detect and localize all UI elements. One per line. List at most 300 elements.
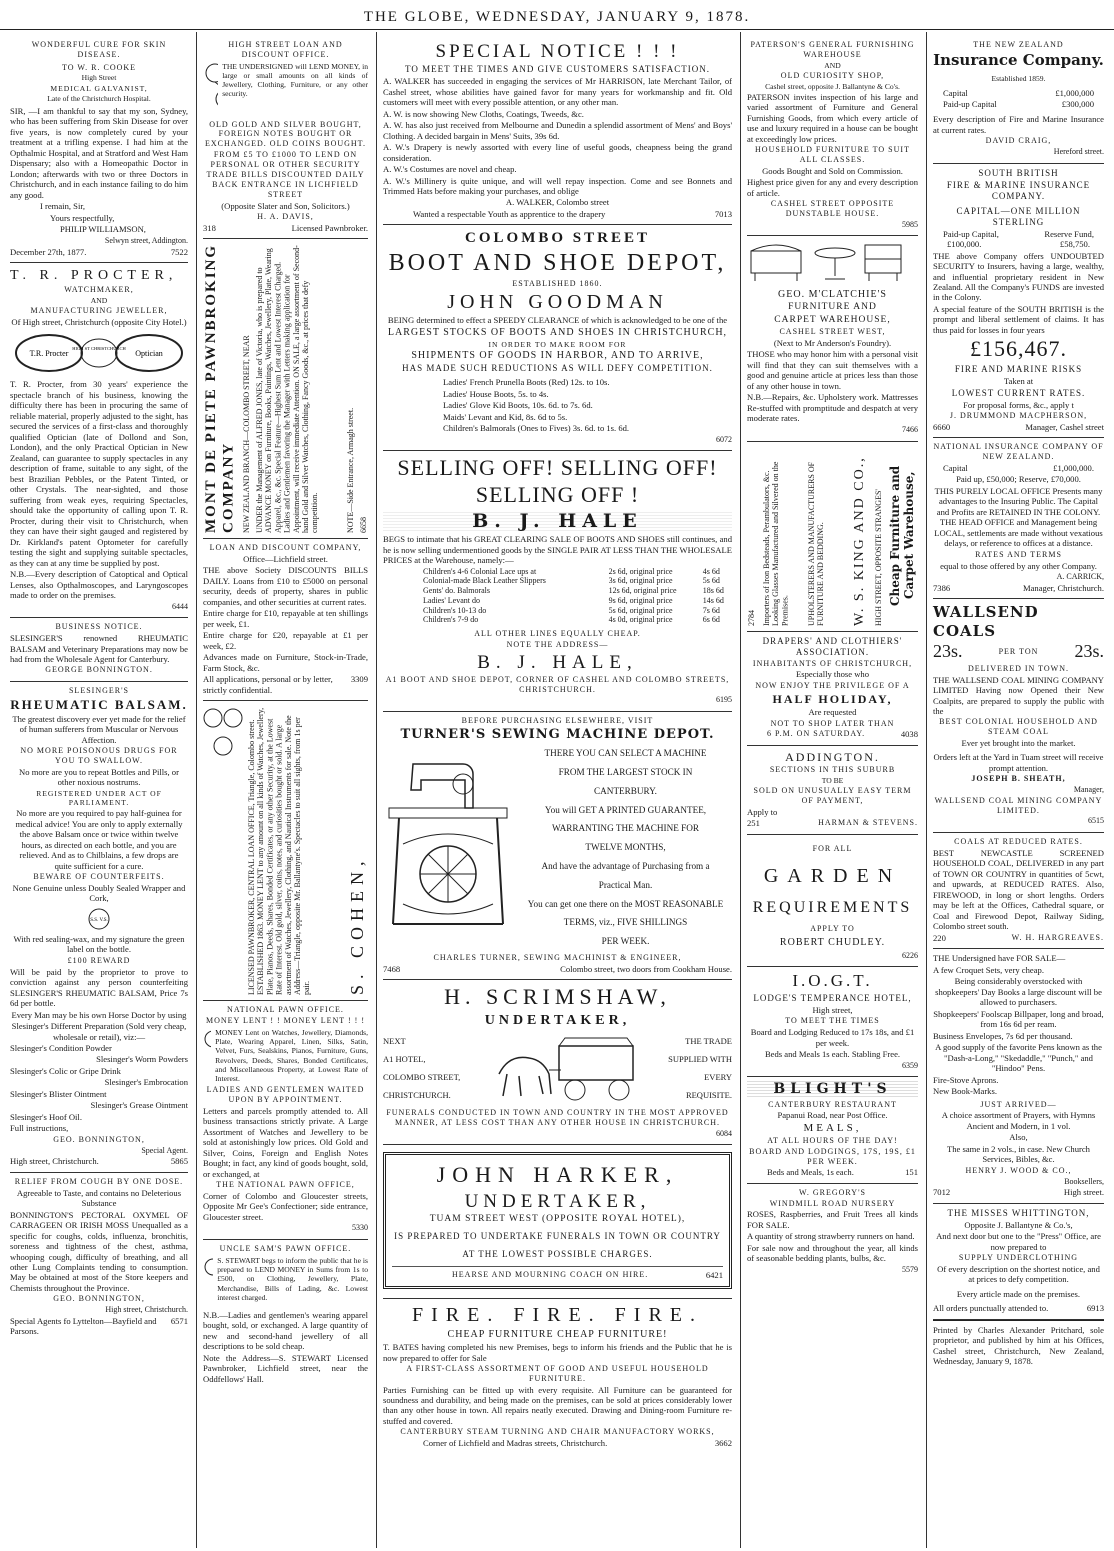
ad-title: NATIONAL PAWN OFFICE.: [227, 1005, 344, 1015]
ad-address: Cashel street, opposite J. Ballantyne & Co's.: [765, 81, 900, 91]
ad-goodman: [383, 225, 732, 451]
list-item: Slesinger's Condition Powder: [10, 1043, 112, 1053]
ad-line: THERE YOU CAN SELECT A MACHINE: [544, 747, 707, 758]
ad-hours: AT ALL HOURS OF THE DAY!: [767, 1136, 898, 1146]
ad-money: MONEY LENT ! ! MONEY LENT ! ! !: [206, 1016, 365, 1026]
ad-coals: [933, 833, 1104, 949]
ad-number: 6084: [716, 1128, 732, 1138]
ad-bills: TRADE BILLS DISCOUNTED DAILY BACK ENTRANCE IN LICHFIELD STREET: [206, 170, 365, 199]
ad-reward: £100 REWARD: [67, 955, 131, 965]
list-item: Slesinger's Blister Ointment: [10, 1088, 107, 1099]
ad-number: 5579: [902, 1264, 918, 1274]
ad-agent: HARMAN & STEVENS.: [818, 818, 918, 828]
ad-turner: [383, 712, 732, 980]
ad-gold: OLD GOLD AND SILVER BOUGHT, FOREIGN NOTES BOUGHT OR EXCHANGED. OLD COINS BOUGHT.: [205, 119, 366, 148]
ad-paid-value: £100,000.: [947, 239, 982, 250]
ad-title: NATIONAL INSURANCE COMPANY OF NEW ZEALAND.: [933, 442, 1104, 462]
ad-date: December 27th, 1877.: [10, 246, 87, 257]
ad-iogt: [747, 967, 918, 1077]
table-row: Children's 4-6 Colonial Lace ups at 2s 6d, original price 4s 6d: [423, 566, 720, 576]
ad-sub: NEW ZEALAND BRANCH—COLOMBO STREET, NEAR: [241, 335, 251, 534]
ad-other: ALL OTHER LINES EQUALLY CHEAP.: [474, 629, 641, 639]
column-1: [4, 32, 194, 1548]
ad-title: THE MISSES WHITTINGTON,: [947, 1207, 1090, 1218]
ad-number: 5330: [352, 1223, 368, 1233]
ad-blight: [747, 1077, 918, 1183]
ad-wood: [933, 949, 1104, 1203]
ad-price-left: 23s.: [933, 640, 963, 661]
ad-number: 318: [203, 222, 216, 233]
ad-title: BLIGHT'S: [747, 1081, 918, 1098]
ad-number: 6444: [172, 601, 188, 611]
ad-agent: A. CARRICK,: [1056, 572, 1104, 581]
ad-trade2: CARPET WAREHOUSE,: [774, 314, 891, 325]
ad-body: The greatest discovery ever yet made for the relief of human sufferers from Muscular or Nervous Affection.: [12, 713, 186, 745]
ad-supply: SUPPLY UNDERCLOTHING: [958, 1253, 1079, 1263]
ad-address: A1 BOOT AND SHOE DEPOT, CORNER OF CASHEL AND COLOMBO STREETS, CHRISTCHURCH.: [385, 674, 730, 694]
ad-title: FIRE. FIRE. FIRE.: [411, 1304, 704, 1327]
ad-requested: Are requested: [808, 707, 857, 718]
ad-address: Opposite J. Ballantyne & Co.'s,: [964, 1219, 1073, 1230]
ad-capital-value: £1,000,000: [1055, 88, 1094, 99]
ad-name: W. GREGORY'S: [799, 1187, 866, 1197]
ad-body: SLESINGER'S renowned RHEUMATIC BALSAM and Veterinary Preparations may now be had from the Wholesale Agent for Canterbury.: [10, 633, 188, 664]
ad-registered: REGISTERED UNDER ACT OF PARLIAMENT.: [36, 788, 162, 808]
ad-established: ESTABLISHED 1860.: [512, 279, 603, 288]
ad-line: A. W. is now showing New Cloths, Coatings, Tweeds, &c.: [383, 108, 584, 119]
ad-equal: equal to those offered by any other Company.: [940, 560, 1097, 571]
ad-arrived: JUST ARRIVED—: [980, 1099, 1057, 1109]
ad-stock: LARGEST STOCKS OF BOOTS AND SHOES IN CHRISTCHURCH,: [387, 326, 728, 338]
furniture-illustration: [747, 239, 919, 285]
ad-line: A. W. has also just received from Melbourne and Dunedin a splendid assortment of Mens' and Boys' Clothing. A decided bargain in Mens' Suits, 39s 6d.: [383, 120, 732, 141]
ad-reward-body: Will be paid by the proprietor to prove to conviction against any person counterfeiting SLESINGER'S RHEUMATIC BALSAM, Price 7s 6d per bottle.: [10, 966, 188, 1009]
ad-number: 3662: [714, 1438, 732, 1449]
ad-sub: FIRE & MARINE INSURANCE COMPANY.: [946, 179, 1091, 201]
ad-trade2: MANUFACTURING JEWELLER,: [30, 306, 168, 316]
ad-wax: With red sealing-wax, and my signature the green label on the bottle.: [13, 933, 185, 955]
ad-number: 7386: [933, 582, 951, 593]
ad-name: S. COHEN,: [347, 855, 368, 996]
ad-high-street-loan: [203, 36, 368, 239]
list-item: Slesinger's Worm Powders: [96, 1054, 188, 1065]
ad-per: PER TON: [998, 646, 1039, 656]
ad-arrived-body: A choice assortment of Prayers, with Hymns Ancient and Modern, in 1 vol.: [941, 1110, 1096, 1131]
ad-title: PATERSON'S GENERAL FURNISHING WAREHOUSE: [750, 40, 915, 59]
ad-name: B. J. HALE: [383, 510, 732, 533]
ad-capital-label: Capital: [943, 462, 968, 473]
table-row: Ladies' Levant do 9s 6d, original price 14s 6d: [423, 595, 724, 605]
ad-ladies: LADIES AND GENTLEMEN WAITED UPON BY APPOINTMENT.: [206, 1085, 365, 1105]
ad-signature: PHILIP WILLIAMSON,: [60, 224, 146, 235]
ad-full: Full instructions,: [10, 1123, 69, 1134]
ad-agent: GEO. BONNINGTON,: [53, 1294, 145, 1304]
ad-capital-label: Capital: [943, 88, 968, 99]
ad-title: SPECIAL NOTICE ! ! !: [435, 41, 680, 62]
ad-assortment: A FIRST-CLASS ASSORTMENT OF GOOD AND USEFUL HOUSEHOLD FURNITURE.: [406, 1364, 709, 1383]
ad-hale: [383, 451, 732, 712]
ad-name: JOSEPH B. SHEATH,: [971, 774, 1066, 784]
ad-sub: OLD CURIOSITY SHOP,: [780, 70, 885, 80]
ad-line: Shopkeepers' Foolscap Billpaper, long and broad, from 16s 6d per ream.: [933, 1008, 1104, 1030]
ad-gregory: [747, 1184, 918, 1281]
ad-reductions: HAS MADE SUCH REDUCTIONS AS WILL DEFY COMPETITION.: [402, 363, 713, 374]
ad-address: Colombo street, two doors from Cookham House.: [560, 963, 732, 974]
ad-and: AND: [824, 60, 841, 70]
list-item: Slesinger's Hoof Oil.: [10, 1111, 82, 1122]
ad-body: BONNINGTON'S PECTORAL OXYMEL OF CARRAGEEN OR IRISH MOSS Unequalled as a specific for coughs, colds, influenza, bronchitis, soreness and tightness of the chest, asthma, whooping cough, difficulty of breathing, and all other Lung Complaints tending to consumption. May be obtained at most of the Store keepers and Chemists throughout the Province.: [10, 1209, 188, 1293]
spectacles-illustration: [10, 330, 188, 376]
ad-delivered: DELIVERED IN TOWN.: [967, 663, 1070, 673]
ad-name: JOHN HARKER,: [436, 1162, 679, 1188]
list-item: Slesinger's Grease Ointment: [90, 1100, 188, 1111]
ad-address: Hereford street.: [1053, 146, 1104, 156]
ad-title: TURNER'S SEWING MACHINE DEPOT.: [400, 726, 715, 742]
ad-number: 2784: [747, 609, 756, 626]
ad-hotel: LODGE'S TEMPERANCE HOTEL,: [753, 993, 912, 1004]
ad-body: THIS PURELY LOCAL OFFICE Presents many advantages to the Insuring Public. The Capital and Profits are RETAINED IN THE COLONY. THE HEAD OFFICE and Management being LOCAL, settlements are made without vexatious delays, or reference to offices at a distance.: [934, 485, 1103, 549]
ad-loan-discount: [203, 539, 368, 701]
ad-body: THE above Society DISCOUNTS BILLS DAILY. Loans from £10 to £5000 on personal security, deeds of property, shares in public companies, and other securities at current rates.: [203, 565, 368, 607]
ad-body: S. STEWART begs to inform the public that he is prepared to LEND MONEY in Sums from 1s to £500, on Clothing, Jewellery, Plate, Merchandise, Bills of Lading, &c. Lowest interest charged.: [217, 1255, 368, 1302]
ad-body: SIR, —I am thankful to say that my son, Sydney, who has been suffering from Skin Disease for over five years, is now completely cured by your treatment at a trifling expense. I had him at the Opthalmic Hospital, and at Stratford and West Ham Dispensary; also with a Homeopathic Doctor in London; afterwards with two or three Doctors in Christchurch, and in each instance failing to do him any good.: [10, 106, 188, 200]
pawn-balls-icon: [203, 1027, 211, 1081]
ad-meet: TO MEET THE TIMES: [785, 1016, 880, 1026]
ad-taken: Taken at: [1003, 376, 1034, 387]
ad-body2: Of every description on the shortest notice, and at prices to defy competition.: [937, 1263, 1100, 1285]
ad-number: 6421: [705, 1269, 723, 1280]
ad-body: FUNERALS CONDUCTED IN TOWN AND COUNTRY IN THE MOST APPROVED MANNER, AT LESS COST THAN ANY OTHER HOUSE IN CHRISTCHURCH.: [386, 1108, 729, 1127]
ad-body: And next door but one to the "Press" Office, are now prepared to: [936, 1231, 1101, 1252]
ad-line: A. W.'s Costumes are novel and cheap.: [383, 164, 517, 175]
seal-text: S.S. V.S.: [90, 917, 108, 923]
sign-left: T.R. Procter: [29, 349, 69, 359]
ad-name: GEO. M'CLATCHIE'S: [778, 288, 887, 300]
ad-title: DRAPERS' AND CLOTHIERS' ASSOCIATION.: [762, 635, 903, 657]
ad-drapers: [747, 632, 918, 746]
ad-now: NOW ENJOY THE PRIVILEGE OF A: [755, 680, 910, 690]
ad-number: 7466: [902, 424, 918, 434]
column-4: [740, 32, 924, 1548]
ad-company: WALLSEND COAL MINING COMPANY LIMITED.: [934, 795, 1103, 815]
ad-paterson: [747, 36, 918, 236]
ad-number: 6658: [358, 517, 368, 534]
ad-confidential: All applications, personal or by letter, strictly confidential.: [203, 674, 333, 695]
ad-charge1: Entire charge for £10, repayable at ten shillings per week, £1.: [203, 608, 368, 629]
ad-body: THE above Company offers UNDOUBTED SECURITY to Insurers, having a large, wealthy, and influential proprietary resident in New Zealand. All the Company's FUNDS are invested in the Colony.: [933, 250, 1104, 303]
ad-before: BEFORE PURCHASING ELSEWHERE, VISIT: [461, 716, 654, 726]
ad-close2: Yours respectfully,: [50, 212, 115, 223]
ad-half: HALF HOLIDAY,: [772, 691, 893, 706]
ad-title: MONT DE PIETE PAWNBROKING COMPANY: [203, 244, 237, 534]
ad-line: And have the advantage of Purchasing from a: [541, 861, 710, 872]
ad-harker: [383, 1145, 732, 1299]
ad-rates: RATES AND TERMS: [975, 549, 1062, 559]
ad-household: HOUSEHOLD FURNITURE TO SUIT ALL CLASSES.: [755, 145, 910, 164]
ad-body: IS PREPARED TO UNDERTAKE FUNERALS IN TOWN OR COUNTRY AT THE LOWEST POSSIBLE CHARGES.: [394, 1230, 721, 1259]
ad-also-body: The same in 2 vols., in case. New Church Services, Bibles, &c.: [947, 1143, 1090, 1165]
ad-body: SECTIONS IN THIS SUBURB: [769, 765, 896, 775]
ad-body: ROSES, Raspberries, and Fruit Trees all kinds FOR SALE.: [747, 1209, 918, 1230]
ad-opposite: (Opposite Slater and Son, Solicitors.): [221, 200, 350, 211]
ad-number: 6913: [1086, 1303, 1104, 1314]
table-row: Children's 10-13 do 5s 6d, original price 7s 6d: [423, 605, 720, 615]
sign-right: Optician: [135, 349, 163, 359]
column-2: [196, 32, 374, 1548]
ad-title: THE NEW ZEALAND: [973, 40, 1064, 49]
ad-king: [747, 442, 918, 632]
ad-agent-role: Special Agent.: [141, 1145, 188, 1155]
ad-place: THE NATIONAL PAWN OFFICE,: [216, 1180, 355, 1190]
ad-title: WONDERFUL CURE FOR SKIN DISEASE.: [31, 40, 167, 59]
ad-line: A1 HOTEL,: [383, 1054, 426, 1065]
ad-sold: SOLD ON UNUSUALLY EASY TERM OF PAYMENT,: [753, 786, 912, 806]
ad-role: Booksellers,: [1064, 1176, 1104, 1186]
ad-line: A good supply of the favorite Pens known as the "Dash-a-Long," "Skedaddle," "Punch," and "Hindoo" Pens.: [935, 1042, 1102, 1074]
ad-number: 6571: [170, 1315, 188, 1326]
ad-body: THE WALLSEND COAL MINING COMPANY LIMITED Having now Opened their New Coalpits, are prepared to supply the public with the: [933, 674, 1104, 716]
pawn-balls-icon: [203, 1255, 213, 1309]
list-item: Ladies' French Prunella Boots (Red) 12s. to 10s.: [443, 377, 610, 388]
ad-name2: B. J. HALE,: [477, 651, 638, 673]
ad-sub: Agreeable to Taste, and contains no Deleterious Substance: [16, 1187, 182, 1209]
ad-line: THE TRADE: [685, 1036, 732, 1047]
ad-body: T. BATES having completed his new Premises, begs to inform his friends and the Public that he is now prepared to offer for Sale: [383, 1342, 732, 1363]
ad-paid-label: Paid-up Capital,: [943, 228, 999, 239]
ad-room: IN ORDER TO MAKE ROOM FOR: [488, 339, 627, 349]
ad-address: Of High street, Christchurch (opposite City Hotel.): [11, 316, 187, 327]
ad-body2: Parties Furnishing can be fitted up with every requisite. All Furniture can be guaranteed for soundness and durability, and being made on the premises, can be sold at prices considerably lower than any other house in town. All repairs neatly executed. Drawing and Dining-room Furniture re-stuffed and covered.: [383, 1384, 732, 1426]
ad-body: BEING determined to effect a SPEEDY CLEARANCE of which is acknowledged to be one of the: [387, 315, 728, 326]
ad-line: NEXT: [383, 1036, 406, 1047]
ad-street: High Street: [81, 73, 117, 83]
ad-body3: For sale now and throughout the year, all kinds of seasonable bedding plants, bulbs, &c.: [747, 1242, 918, 1264]
ad-meals: MEALS,: [803, 1121, 862, 1134]
ad-name: JOHN GOODMAN: [447, 290, 668, 313]
ad-number: 6226: [902, 950, 918, 960]
ad-number: 7012: [933, 1187, 951, 1198]
list-item: Ladies' House Boots, 5s. to 4s.: [443, 388, 549, 399]
ad-body: MONEY Lent on Watches, Jewellery, Diamonds, Plate, Wearing Apparel, Linen, Silks, Satin, Velvet, Furs, Sealskins, Pianos, Furniture, Guns, Revolvers, Deeds, Shares, Bonded Certificates, and Miscellaneous Property, at Lowest Rate of Interest.: [215, 1027, 368, 1084]
ad-name: Insurance Company.: [933, 50, 1104, 69]
ad-address: TUAM STREET WEST (OPPOSITE ROYAL HOTEL),: [429, 1214, 686, 1225]
ad-risk: FIRE AND MARINE RISKS: [954, 364, 1083, 375]
ad-tobe: TO BE: [821, 776, 844, 786]
ad-note: NOTE THE ADDRESS—: [506, 639, 609, 649]
ad-address: Corner of Lichfield and Madras streets, Christchurch.: [423, 1438, 608, 1449]
table-row: Gents' do. Balmorals 12s 6d, original price 18s 6d: [423, 586, 724, 596]
ad-name: H. SCRIMSHAW,: [444, 984, 671, 1010]
ad-address: Papanui Road, near Post Office.: [777, 1110, 888, 1121]
pawn-balls-icon: [203, 61, 218, 119]
ad-sub: TO MEET THE TIMES AND GIVE CUSTOMERS SATISFACTION.: [404, 64, 711, 75]
ad-wallsend: [933, 599, 1104, 833]
ad-signature: CHARLES TURNER, SEWING MACHINIST & ENGINEER,: [433, 953, 682, 963]
ad-shipments: SHIPMENTS OF GOODS IN HARBOR, AND TO ARRIVE,: [411, 350, 704, 362]
ad-line: A few Croquet Sets, very cheap.: [933, 964, 1044, 975]
ad-nb: N.B.—Ladies and gentlemen's wearing apparel bought, sold, or exchanged. A large quantity of new and second-hand jewellery of all descriptions to be sold cheap.: [203, 1309, 368, 1352]
ad-trade: FURNITURE AND: [788, 302, 877, 313]
ad-name: T. R. PROCTER,: [10, 268, 178, 284]
ad-title: ADDINGTON.: [785, 749, 880, 764]
ad-board: Board and Lodging Reduced to 17s 18s, and £1 per week.: [750, 1027, 915, 1048]
ad-agent: GEO. BONNINGTON,: [53, 1134, 145, 1144]
ad-address: CASHEL STREET WEST,: [779, 327, 886, 337]
ad-address: High street, Christchurch.: [10, 1156, 99, 1167]
ad-beds: Beds and Meals 1s each. Stabling Free.: [764, 1049, 901, 1060]
ad-cohen: [203, 701, 368, 1001]
ad-role: MEDICAL GALVANIST,: [50, 83, 148, 93]
ad-price-right: 23s.: [1074, 640, 1104, 661]
ad-line: You can get one there on the MOST REASONABLE TERMS, viz., FIVE SHILLINGS: [527, 899, 724, 928]
ad-title: THE Undersigned have FOR SALE—: [933, 953, 1066, 964]
ad-number: 7522: [170, 246, 188, 257]
ad-mclatchie: [747, 236, 918, 441]
ad-walker: [383, 36, 732, 225]
ad-and: AND: [90, 295, 108, 305]
ad-agent: GEORGE BONNINGTON.: [45, 665, 153, 675]
ad-name: H. A. DAVIS,: [257, 211, 314, 221]
page-columns: [4, 32, 1110, 1548]
ad-close: I remain, Sir,: [40, 201, 85, 212]
pawn-balls-icon: [203, 704, 243, 764]
ad-for: FOR ALL: [812, 843, 853, 853]
list-item: Slesinger's Colic or Gripe Drink: [10, 1065, 121, 1076]
ad-number: 5985: [902, 219, 918, 229]
ad-body: INHABITANTS OF CHRISTCHURCH,: [752, 658, 913, 668]
ad-capital: CAPITAL—ONE MILLION STERLING: [956, 205, 1081, 227]
ad-body2: Letters and parcels promptly attended to. All business transactions strictly private. A Large Assortment of Watches and Jewellery to be sold at astonishingly low prices. Old Gold and Silver, Coins, Foreign and English Notes Bought; in fact, any kind of goods bought, sold, or exchanged, at: [203, 1105, 368, 1179]
ad-note: NOTE—Side Entrance, Armagh street.: [345, 408, 355, 534]
ad-skin-cure: [10, 36, 188, 263]
ad-body: Every description of Fire and Marine Insurance at current rates.: [933, 114, 1104, 135]
ad-trade: WATCHMAKER,: [64, 285, 134, 295]
ad-procter: [10, 263, 188, 618]
ad-best: BEST COLONIAL HOUSEHOLD AND STEAM COAL: [939, 717, 1098, 737]
ad-line: A. W.'s Millinery is quite unique, and will well repay inspection. Come and see Bonnets and Trimmed Hats before making your purchases, and oblige: [383, 175, 732, 196]
ad-line: Fire-Stove Aprons.: [933, 1074, 999, 1085]
ad-orders: Orders left at the Yard in Tuam street will receive prompt attention.: [933, 752, 1104, 773]
ad-name: W. H. HARGREAVES.: [1011, 932, 1104, 942]
masthead-line: THE GLOBE, WEDNESDAY, JANUARY 9, 1878.: [363, 9, 751, 25]
ad-trade: UNDERTAKER,: [464, 1191, 651, 1213]
ad-line: TWELVE MONTHS,: [585, 842, 666, 853]
ad-rates: LOWEST CURRENT RATES.: [951, 387, 1086, 398]
ad-goods: Goods Bought and Sold on Commission.: [762, 165, 903, 176]
ad-signature: A. WALKER, Colombo street: [505, 197, 610, 208]
ad-also: Also,: [1009, 1132, 1028, 1143]
ad-beware: BEWARE OF COUNTERFEITS.: [33, 872, 165, 882]
ad-sub: REQUIREMENTS: [752, 899, 913, 917]
ad-national-pawn: [203, 1001, 368, 1240]
ad-line: EVERY: [704, 1072, 732, 1083]
ad-role: Licensed Pawnbroker.: [291, 222, 368, 233]
ad-mid: HIGH STREET, OPPOSITE STRANGES': [873, 488, 883, 626]
ad-body2: A special feature of the SOUTH BRITISH is the prompt and liberal settlement of claims. It has thus paid for losses in four years: [933, 303, 1104, 335]
table-row: Colonial-made Black Leather Slippers 3s 6d, original price 5s 6d: [423, 576, 720, 586]
ad-paid-value: £300,000: [1061, 98, 1094, 109]
ad-name: ROBERT CHUDLEY.: [779, 937, 886, 949]
ad-line: REQUISITE.: [685, 1090, 732, 1101]
list-item: Slesinger's Embrocation: [104, 1077, 188, 1088]
ad-line: FROM THE LARGEST STOCK IN: [558, 766, 693, 777]
ad-works: CANTERBURY STEAM TURNING AND CHAIR MANUFACTORY WORKS,: [400, 1427, 715, 1437]
ad-title: RHEUMATIC BALSAM.: [10, 696, 188, 712]
ad-title: WALLSEND COALS: [933, 603, 1039, 640]
ad-near: (Next to Mr Anderson's Foundry).: [773, 337, 892, 348]
ad-made: Every article made on the premises.: [956, 1288, 1081, 1299]
ad-apply: APPLY TO: [810, 923, 855, 933]
ad-body: T. R. Procter, from 30 years' experience the spectacle branch of his business, knowing the difficulty there has been in procuring the same of reliable material, properly adjusted to the sight, has secured the services of a first-class and thoroughly qualified Optician (late of Dollond and Son, London), and the only Practical Optician in New Zealand, can guarantee to supply spectacles in any description of frame, suitable to any sight, of the best Brazilian Pebbles, or the Patent Tinted, or other Crystals. The near-sighted, and those suffering from weak eyes, requiring Spectacles, should take the opportunity of calling upon T. R. Procter, during their visit to Christchurch, when they can have their sight gauged and registered by Dr. Kirkland's patent Optometer for carefully testing the sight and supplying suitable spectacles, as they can at any time be supplied by post.: [10, 379, 188, 568]
ad-addington: [747, 746, 918, 835]
ad-scrimshaw: [383, 980, 732, 1145]
ad-line: Practical Man.: [598, 880, 653, 891]
ad-number: 220: [933, 932, 946, 943]
ad-body: UNDER the Management of ALFRED JONES, late of Victoria, who is prepared to ADVANCE MONEY on Furniture, Books, Paintings, Watches, Jewellery, Plate, Wearing Apparel, &c., &c. Special Feature—Highest Sum Lent and Lowest Interest Charged. Ladies and Gentlemen favoring the Manager with Letters making application for Appointment, will receive immediate Attention. ON SALE, a large assortment of Second-hand Gold and Silver Watches, Clothing, Fancy Goods, &c., at prices that defy competition.: [254, 245, 319, 534]
ad-body: BEST NEWCASTLE SCREENED HOUSEHOLD COAL, DELIVERED in any part of TOWN OR COUNTRY in quantities of 5cwt, and upwards, at REDUCED RATES. Also, FIREWOOD, in long or short lengths. Orders may be left at the Offices, Cathedral square, or Coal and Firewood Depot, Railway Siding, Colombo street south.: [933, 847, 1104, 932]
ad-cough: [10, 1173, 188, 1342]
ad-title: UNCLE SAM'S PAWN OFFICE.: [219, 1244, 352, 1254]
ad-title: BOOT AND SHOE DEPOT,: [388, 249, 727, 276]
ad-orders: All orders punctually attended to.: [933, 1303, 1049, 1314]
ad-title: SELLING OFF! SELLING OFF! SELLING OFF !: [397, 455, 718, 508]
ad-line: Being considerably overstocked with shopkeepers' Day Books a large discount will be allowed to purchasers.: [935, 976, 1102, 1008]
column-5: [926, 32, 1110, 1548]
imprint-text: Printed by Charles Alexander Pritchard, sole proprietor, and published by him at his Offices, Cashel street, Christchurch, New Zealand, Wednesday, January 9, 1878.: [933, 1324, 1104, 1367]
ad-highest: Highest price given for any and every description of article.: [747, 177, 918, 198]
masthead: [0, 0, 1114, 30]
ad-charge2: Entire charge for £20, repayable at £1 per week, £2.: [203, 630, 368, 651]
ad-title: BUSINESS NOTICE.: [55, 622, 143, 632]
ad-sub: CANTERBURY RESTAURANT: [768, 1099, 897, 1109]
ad-body2: No more are you to repeat Bottles and Pills, or other noxious nostrums.: [19, 766, 179, 788]
ad-number: 6195: [716, 695, 732, 705]
ad-business-notice: [10, 618, 188, 682]
ad-time: 6 P.M. ON SATURDAY.: [767, 729, 866, 739]
ad-garden: [747, 835, 918, 967]
ad-lend: FROM £5 TO £1000 TO LEND ON PERSONAL OR OTHER SECURITY: [210, 149, 361, 169]
ad-title: GARDEN: [763, 864, 902, 887]
ad-south-british: [933, 164, 1104, 439]
ad-number: 6072: [716, 434, 732, 444]
ad-wanted: Wanted a respectable Youth as apprentice to the drapery: [413, 208, 606, 219]
ad-forms: For proposal forms, &c., apply t: [963, 399, 1074, 410]
ad-preparation: Slesinger's Different Preparation (Sold very cheap, wholesale or retail), viz:—: [11, 1021, 187, 1042]
ad-trade: UNDERTAKER,: [484, 1013, 631, 1029]
printer-imprint: [933, 1320, 1104, 1373]
ad-number: 5865: [170, 1156, 188, 1167]
ad-line: WARRANTING THE MACHINE FOR: [551, 823, 700, 834]
ad-body2: A quantity of strong strawberry runners on hand.: [747, 1231, 915, 1242]
ad-body: THOSE who may honor him with a personal visit will find that they can suit themselves with a good and genuine article at prices less than those of any other house in town.: [747, 349, 918, 391]
ad-national-insurance: [933, 438, 1104, 599]
ad-hearse: HEARSE AND MOURNING COACH ON HIRE.: [452, 1269, 649, 1279]
ad-line: A. W.'s Drapery is newly assorted with every line of useful goods, cheapness being the grand consideration.: [383, 142, 732, 163]
ad-role: Manager, Christchurch.: [1022, 582, 1104, 593]
ad-address: Selwyn street, Addington.: [104, 235, 188, 245]
seal-icon: [10, 907, 188, 931]
ad-reserve-label: Reserve Fund,: [1044, 228, 1094, 239]
ad-body: THE UNDERSIGNED will LEND MONEY, in large or small amounts on all kinds of Jewellery, Clothing, Furniture, or any other security.: [222, 61, 368, 99]
ad-role: Manager, Cashel street: [1025, 421, 1104, 432]
ad-line: COLOMBO STREET,: [383, 1072, 461, 1083]
ad-agent: DAVID CRAIG,: [985, 136, 1052, 146]
hearse-illustration: [489, 1034, 639, 1104]
ad-amount: £156,467.: [970, 336, 1067, 362]
ad-number: 251: [747, 818, 760, 829]
ad-established: Established 1859.: [991, 74, 1046, 84]
ad-name: W. S. KING AND CO.,: [851, 455, 867, 626]
